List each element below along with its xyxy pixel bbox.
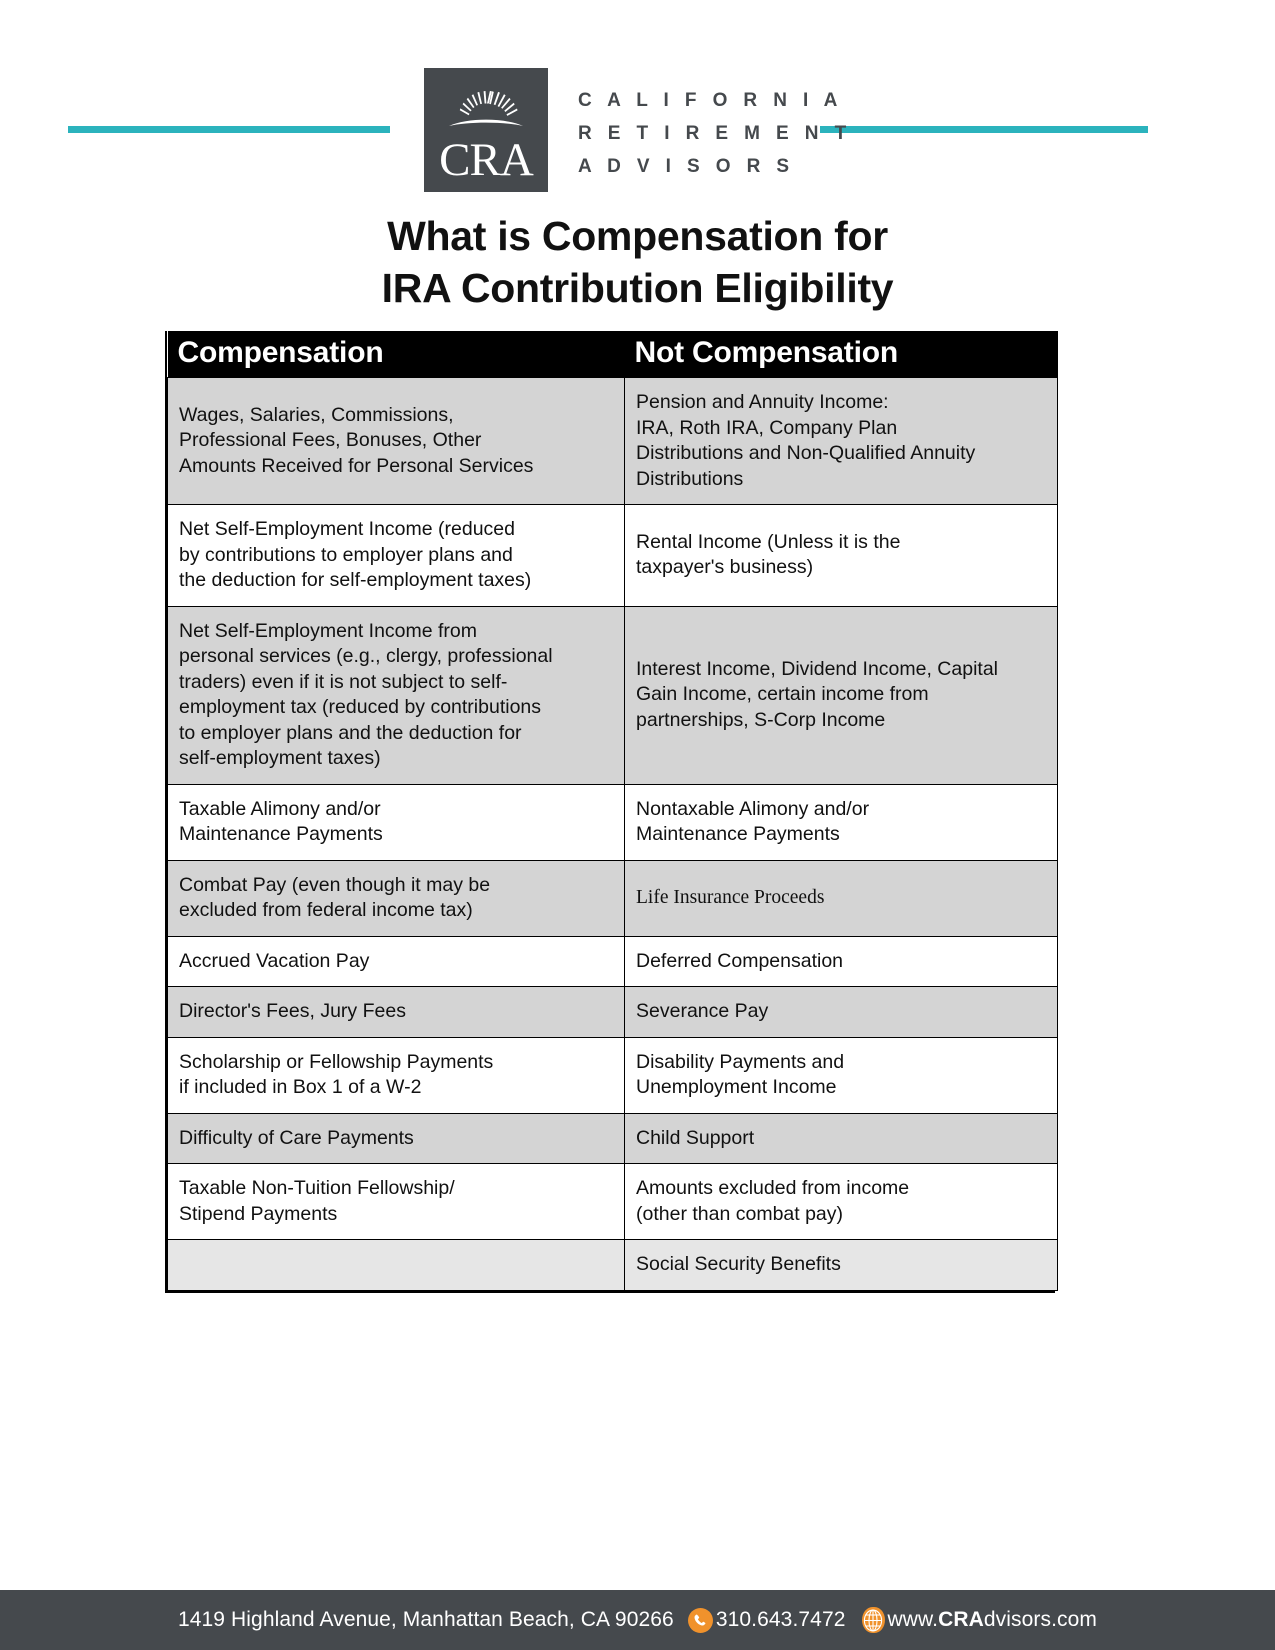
brand-line-1: C A L I F O R N I A: [578, 90, 843, 111]
table-header-row: [168, 331, 1058, 378]
cell-compensation: [168, 1113, 625, 1164]
cell-compensation: [168, 606, 625, 784]
cell-text-line: Wages, Salaries, Commissions,: [179, 403, 454, 426]
cell-not-compensation: [625, 987, 1058, 1038]
cell-text-line: Director's Fees, Jury Fees: [179, 1000, 406, 1022]
accent-rule-left: [68, 126, 390, 133]
cell-text-line: Scholarship or Fellowship Payments: [179, 1050, 494, 1073]
cell-text-line: IRA, Roth IRA, Company Plan: [636, 416, 898, 439]
cra-logo: [424, 68, 548, 192]
cell-text-line: Difficulty of Care Payments: [179, 1126, 414, 1149]
cell-text-line: Distributions: [636, 467, 744, 490]
cell-text-line: Distributions and Non-Qualified Annuity: [636, 442, 976, 464]
cell-text-line: Child Support: [636, 1126, 755, 1149]
footer-phone[interactable]: 310.643.7472: [715, 1608, 846, 1631]
cell-not-compensation: [625, 784, 1058, 860]
table-row: [168, 987, 1058, 1038]
cell-compensation: [168, 378, 625, 505]
cell-compensation: [168, 860, 625, 936]
table-row: [168, 860, 1058, 936]
page-title: [0, 210, 1275, 314]
cell-text-line: Pension and Annuity Income:: [636, 391, 889, 413]
footer-website[interactable]: [888, 1608, 1098, 1632]
cell-text-line: traders) even if it is not subject to self-: [179, 670, 508, 693]
cell-text-line: personal services (e.g., clergy, professional: [179, 645, 553, 667]
cell-not-compensation: [625, 1240, 1058, 1291]
table-row: [168, 505, 1058, 607]
table-row: [168, 1113, 1058, 1164]
cell-text-line: taxpayer's business): [636, 556, 814, 579]
cell-compensation: [168, 1037, 625, 1113]
cell-text-line: Combat Pay (even though it may be: [179, 873, 491, 896]
cell-text-line: Maintenance Payments: [636, 823, 840, 845]
cell-text-line: Net Self-Employment Income from: [179, 619, 478, 642]
website-suffix: dvisors.com: [983, 1608, 1098, 1631]
table-row: [168, 606, 1058, 784]
cell-not-compensation: [625, 1164, 1058, 1240]
page-header: [0, 0, 1275, 200]
cell-compensation: [168, 1164, 625, 1240]
cell-compensation: [168, 1240, 625, 1291]
table-row: [168, 1164, 1058, 1240]
page-title-line-1: What is Compensation for: [387, 213, 888, 259]
cell-not-compensation: [625, 606, 1058, 784]
cell-text-line: Severance Pay: [636, 1000, 769, 1022]
sunrise-icon: [447, 86, 525, 132]
column-header-compensation: Compensation: [168, 331, 625, 378]
table-row: [168, 936, 1058, 987]
brand-line-3: A D V I S O R S: [578, 156, 795, 177]
cell-text-line: Unemployment Income: [636, 1076, 837, 1098]
cell-text-line: Net Self-Employment Income (reduced: [179, 518, 515, 540]
comparison-table-wrapper: [165, 331, 1055, 1293]
cell-text-line: if included in Box 1 of a W-2: [179, 1076, 422, 1098]
cell-not-compensation: [625, 1037, 1058, 1113]
page-footer: [0, 1590, 1275, 1650]
brand-name: [578, 84, 852, 183]
cell-not-compensation: [625, 505, 1058, 607]
cell-compensation: [168, 784, 625, 860]
cell-text-line: Amounts excluded from income: [636, 1177, 910, 1199]
footer-address: 1419 Highland Avenue, Manhattan Beach, CA 90266: [177, 1608, 674, 1631]
table-row: [168, 378, 1058, 505]
logo-wordmark: CRA: [439, 134, 533, 186]
cell-text-line: Maintenance Payments: [179, 823, 383, 845]
cell-text-line: Disability Payments and: [636, 1050, 845, 1073]
cell-text-line: employment tax (reduced by contributions: [179, 696, 542, 718]
cell-text-line: Social Security Benefits: [636, 1253, 841, 1275]
accent-rule-right: [820, 126, 1148, 133]
table-row: [168, 784, 1058, 860]
cell-text-line: Amounts Received for Personal Services: [179, 454, 534, 477]
cell-compensation: [168, 987, 625, 1038]
cell-text-line: (other than combat pay): [636, 1202, 844, 1225]
page-title-line-2: IRA Contribution Eligibility: [381, 265, 894, 311]
cell-text-line: self-employment taxes): [179, 747, 381, 769]
cell-not-compensation: [625, 860, 1058, 936]
cell-text-line: by contributions to employer plans and: [179, 543, 513, 566]
cell-text-line: Nontaxable Alimony and/or: [636, 797, 870, 820]
table-row: [168, 1240, 1058, 1291]
cell-text-line: Accrued Vacation Pay: [179, 949, 370, 972]
cell-compensation: [168, 936, 625, 987]
cell-text-line: Taxable Alimony and/or: [179, 797, 381, 820]
cell-not-compensation: [625, 378, 1058, 505]
cell-text-line: partnerships, S-Corp Income: [636, 708, 886, 731]
cell-text-line: Taxable Non-Tuition Fellowship/: [179, 1177, 455, 1199]
phone-icon: [688, 1608, 713, 1633]
cell-compensation: [168, 505, 625, 607]
cell-not-compensation: [625, 936, 1058, 987]
globe-icon: [862, 1607, 885, 1633]
cell-text-line: Professional Fees, Bonuses, Other: [179, 429, 482, 452]
cell-text-line: Life Insurance Proceeds: [636, 887, 825, 909]
cell-text-line: to employer plans and the deduction for: [179, 721, 522, 744]
cell-text-line: excluded from federal income tax): [179, 899, 473, 921]
column-header-not-compensation: Not Compensation: [625, 331, 1058, 378]
website-brand: CRA: [938, 1608, 984, 1631]
brand-line-2: R E T I R E M E N T: [578, 123, 852, 144]
table-row: [168, 1037, 1058, 1113]
cell-text-line: Rental Income (Unless it is the: [636, 530, 901, 553]
cell-not-compensation: [625, 1113, 1058, 1164]
comparison-table: [167, 331, 1058, 1291]
cell-text-line: Deferred Compensation: [636, 949, 844, 972]
cell-text-line: Stipend Payments: [179, 1202, 338, 1225]
cell-text-line: Gain Income, certain income from: [636, 683, 929, 706]
cell-text-line: the deduction for self-employment taxes): [179, 569, 532, 591]
website-prefix: www.: [887, 1608, 939, 1631]
cell-text-line: Interest Income, Dividend Income, Capital: [636, 657, 999, 680]
